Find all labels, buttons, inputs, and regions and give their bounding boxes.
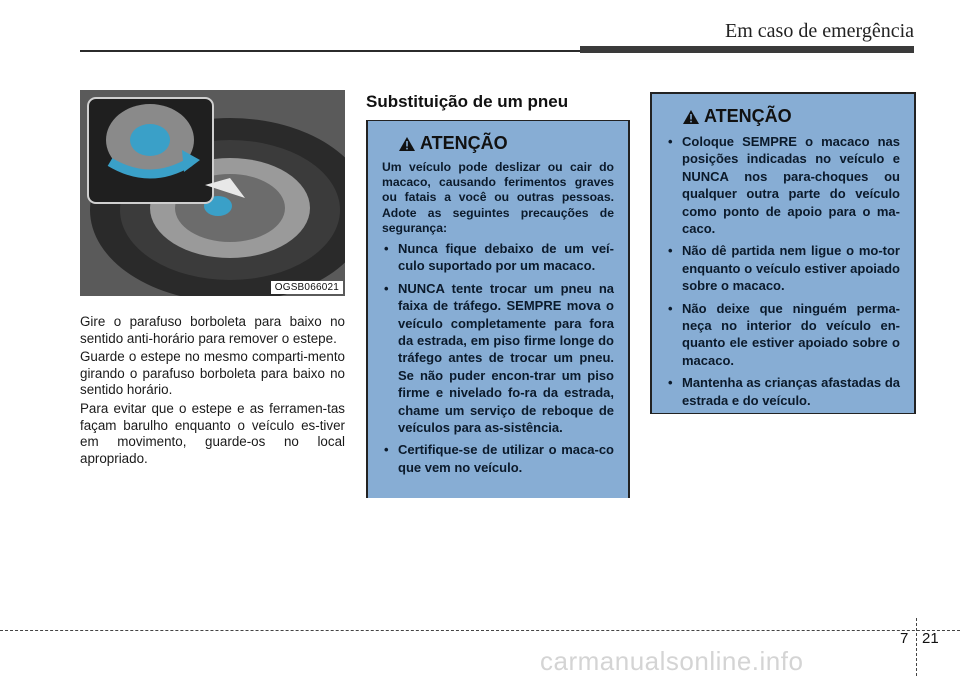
warning-triangle-icon xyxy=(398,136,416,152)
warning-triangle-icon xyxy=(682,109,700,125)
paragraph: Gire o parafuso borboleta para baixo no sentido anti-horário para remover o estepe. xyxy=(80,314,345,346)
page-number: 21 xyxy=(922,630,939,647)
page-chapter: 7 xyxy=(900,630,909,647)
list-item: • Certifique-se de utilizar o maca-co que vem no veículo. xyxy=(380,441,614,476)
warning-heading xyxy=(682,106,900,127)
footer-divider xyxy=(916,618,917,676)
paragraph: Guarde o estepe no mesmo comparti-mento girando o parafuso borboleta para baixo no sentido horário. xyxy=(80,349,345,398)
header-title: Em caso de emergência xyxy=(725,20,914,42)
list-item: • Nunca fique debaixo de um veí-culo suportado por um macaco. xyxy=(380,240,614,275)
section-title: Substituição de um pneu xyxy=(366,92,569,111)
instructions-text xyxy=(80,314,345,469)
warning-heading xyxy=(398,133,614,154)
header-bar xyxy=(580,46,914,53)
warning-intro: Um veículo pode deslizar ou cair do macaco, causando ferimentos graves ou fatais a você ou outras pessoas. Adote as seguintes precauções de segurança: xyxy=(382,160,614,235)
footer-rule xyxy=(0,630,960,631)
warning-list xyxy=(380,240,614,476)
photo-code: OGSB066021 xyxy=(271,281,343,294)
list-item: • Coloque SEMPRE o macaco nas posições indicadas no veículo e NUNCA nos para-choques ou qualquer outra parte do veículo como ponto de apoio para o ma-caco. xyxy=(664,133,900,237)
list-item: • Não deixe que ninguém perma-neça no interior do veículo en-quanto ele estiver apoiado sobre o macaco. xyxy=(664,300,900,370)
warning-heading-label: ATENÇÃO xyxy=(420,133,508,153)
list-item: • Não dê partida nem ligue o mo-tor enquanto o veículo estiver apoiado sobre o macaco. xyxy=(664,242,900,294)
paragraph: Para evitar que o estepe e as ferramen-tas façam barulho enquanto o veículo es-tiver em movimento, guarde-os no local apropriado. xyxy=(80,400,345,466)
spare-tire-photo xyxy=(80,90,345,296)
watermark: carmanualsonline.info xyxy=(540,646,804,676)
warning-box-2 xyxy=(650,92,916,414)
list-item: • Mantenha as crianças afastadas da estrada e do veículo. xyxy=(664,374,900,409)
warning-box-1 xyxy=(366,120,630,498)
warning-heading-label: ATENÇÃO xyxy=(704,106,792,126)
list-item: • NUNCA tente trocar um pneu na faixa de tráfego. SEMPRE mova o veículo completamente para fora da estrada, em piso firme longe do tráfego antes de trocar um pneu. Se não puder encon-trar um piso firme e nivelado fo-ra da estrada, chame um serviço de reboque de veículos para as-sistência. xyxy=(380,280,614,437)
warning-list xyxy=(664,133,900,409)
spare-tire-illustration xyxy=(80,90,345,296)
